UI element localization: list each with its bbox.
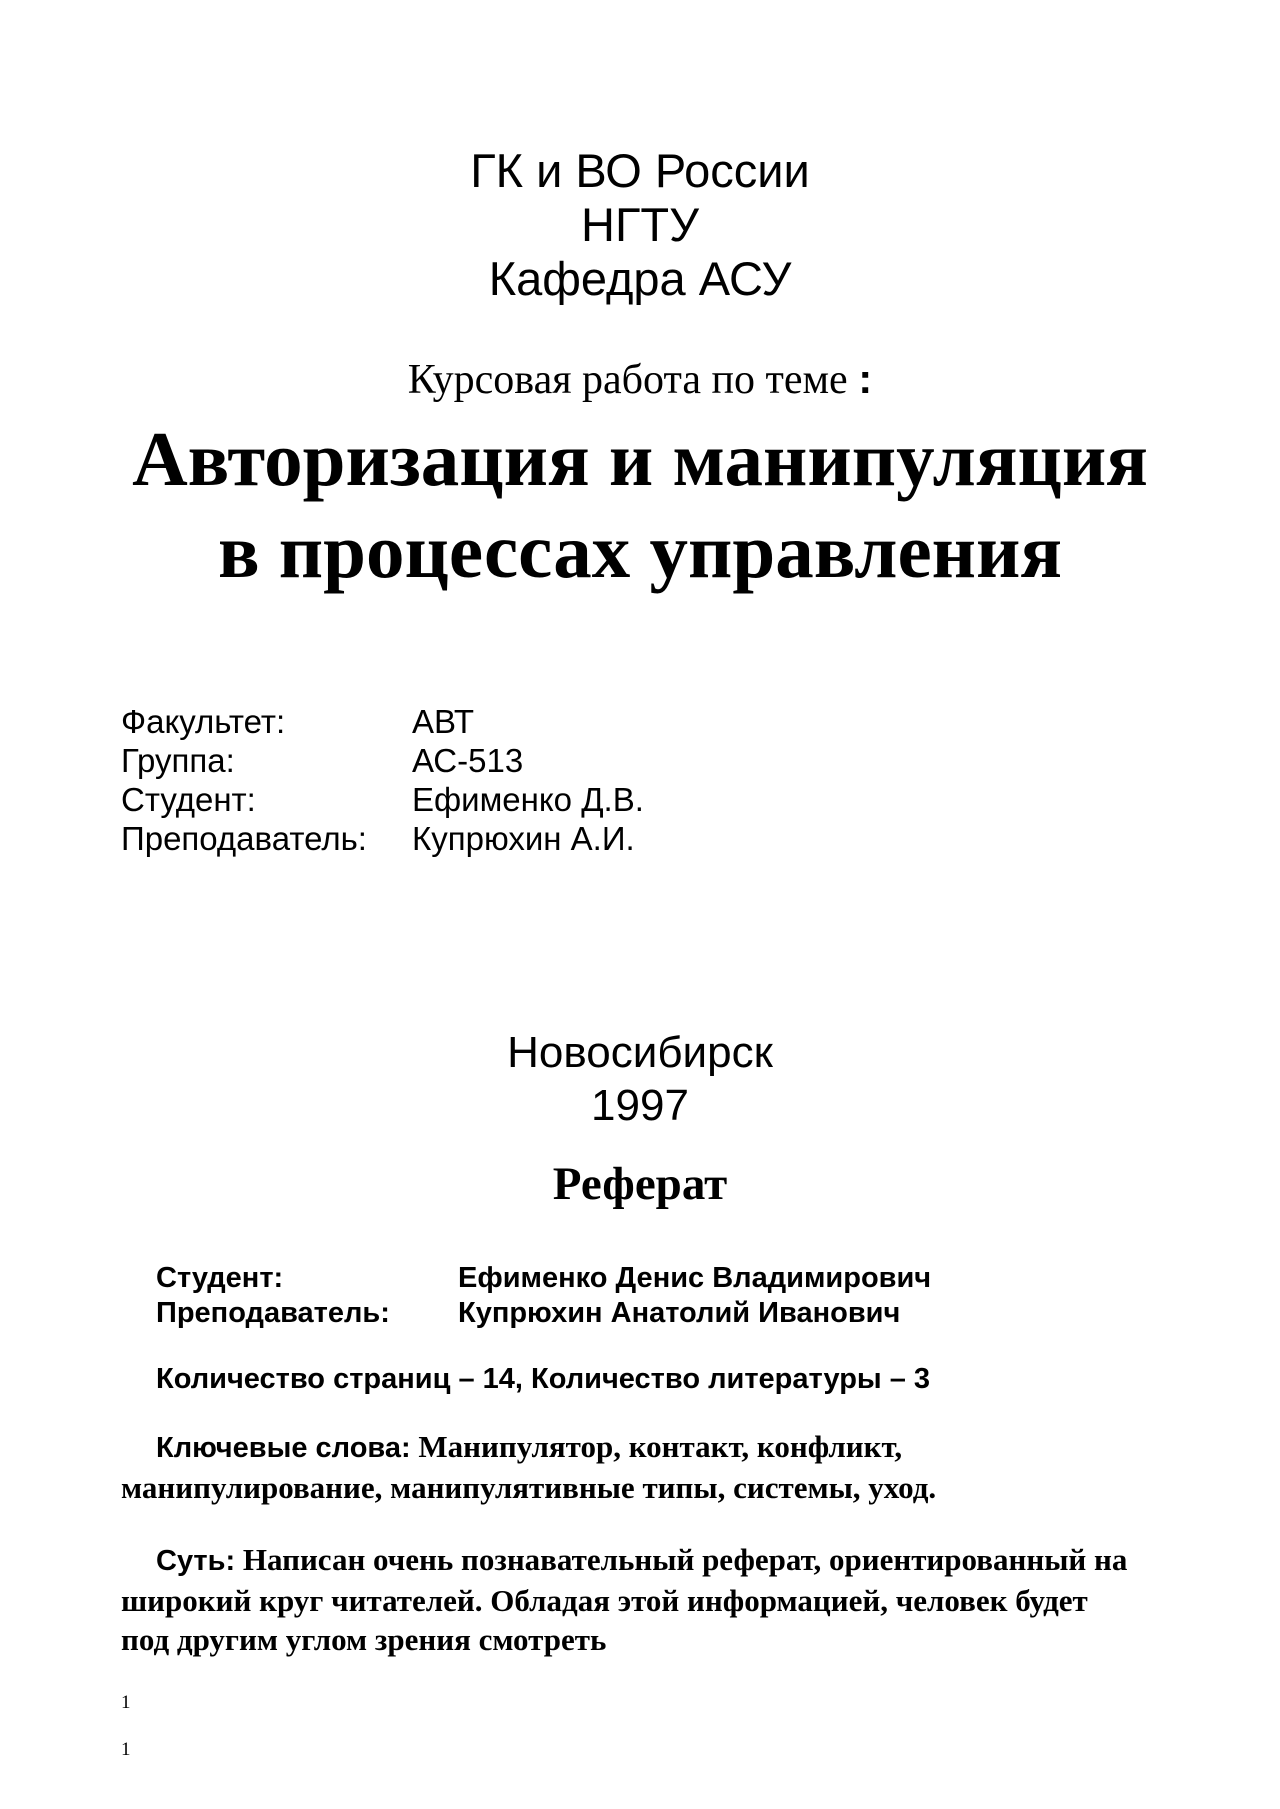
topic-intro-text: Курсовая работа по теме (407, 357, 848, 403)
abstract-value-student: Ефименко Денис Владимирович (458, 1262, 932, 1294)
topic-intro (0, 355, 1280, 404)
main-title-line-1: Авторизация и манипуляция (132, 416, 1148, 502)
abstract-row-teacher (0, 1297, 1280, 1333)
info-row-student (0, 780, 1280, 819)
info-value-faculty: АВТ (412, 703, 474, 740)
abstract-label-teacher: Преподаватель: (156, 1297, 390, 1329)
info-row-group (0, 741, 1280, 780)
keywords-label: Ключевые слова: (156, 1432, 411, 1464)
info-label-teacher: Преподаватель: (121, 820, 367, 857)
abstract-value-teacher: Купрюхин Анатолий Иванович (458, 1297, 901, 1329)
org-line-university: НГТУ (581, 198, 699, 251)
abstract-row-student (0, 1262, 1280, 1298)
topic-intro-colon: : (858, 355, 873, 402)
abstract-counts: Количество страниц – 14, Количество литературы – 3 (156, 1363, 931, 1395)
essence-label: Суть: (156, 1545, 236, 1577)
keywords-paragraph (121, 1427, 1141, 1507)
org-line-ministry: ГК и ВО России (470, 144, 810, 197)
essence-paragraph (121, 1540, 1141, 1659)
info-value-teacher: Купрюхин А.И. (412, 820, 635, 857)
footnote-marker-2: 1 (121, 1739, 131, 1760)
info-value-group: АС-513 (412, 742, 524, 779)
footnote-marker-1: 1 (121, 1692, 131, 1713)
keywords-text: Манипулятор, контакт, конфликт, манипулирование, манипулятивные типы, системы, уход. (121, 1429, 937, 1505)
year: 1997 (591, 1081, 689, 1130)
info-label-group: Группа: (121, 742, 235, 779)
info-row-teacher (0, 819, 1280, 858)
abstract-label-student: Студент: (156, 1262, 284, 1294)
org-line-department: Кафедра АСУ (488, 252, 792, 305)
info-label-student: Студент: (121, 781, 256, 818)
info-row-faculty (0, 702, 1280, 741)
abstract-heading: Реферат (552, 1158, 728, 1210)
main-title-line-2: в процессах управления (217, 508, 1063, 594)
city: Новосибирск (507, 1028, 773, 1077)
info-label-faculty: Факультет: (121, 703, 286, 740)
info-value-student: Ефименко Д.В. (412, 781, 644, 818)
essence-text: Написан очень познавательный реферат, ориентированный на широкий круг читателей. Обладая этой информацией, человек будет под другим углом зрения смотреть (121, 1542, 1128, 1657)
